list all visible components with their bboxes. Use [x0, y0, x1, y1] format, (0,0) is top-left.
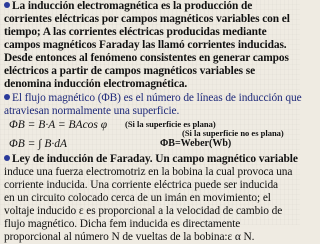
flux-equation-plane	[9, 119, 107, 132]
flux-equation-integral	[9, 138, 67, 151]
paragraph-1-line-1	[4, 0, 252, 13]
text-line-16: proporcional al número N de vueltas de la bobina:ε α N.	[4, 231, 255, 243]
text-line-2: corrientes eléctricas por campos magnéticos variables con el	[4, 13, 290, 25]
bullet-icon	[4, 2, 10, 8]
text-line-6: eléctricos a partir de campos magnéticos variables se	[4, 65, 256, 77]
text-line-7: denomina inducción electromagnética.	[4, 78, 188, 90]
text-line-1: La inducción electromagnética es la producción de	[12, 0, 253, 12]
text-line-5: Desde entonces al fenómeno consistentes en generar campos	[4, 52, 289, 64]
equation-plane-note: (Si la superficie es plana)	[125, 119, 216, 129]
text-line-3: tiempo; A las corrientes eléctricas producidas mediante	[4, 26, 267, 38]
equation-integral-note: (Si la superficie no es plana)	[182, 128, 284, 138]
bullet-icon	[4, 94, 10, 100]
text-line-15: flujo magnético. Dicha fem inducida es directamente	[4, 218, 241, 230]
flux-unit: ΦB=Weber(Wb)	[160, 138, 232, 149]
text-line-11: induce una fuerza electromotriz en la bobina la cual provoca una	[4, 166, 293, 178]
text-line-14: voltaje inducido ε es proporcional a la velocidad de cambio de	[4, 205, 283, 217]
bullet-icon	[4, 155, 10, 161]
text-line-13: en un circuito colocado cerca de un imán en movimiento; el	[4, 192, 271, 204]
text-line-12: corriente inducida. Una corriente eléctrica puede ser inducida	[4, 179, 278, 191]
text-line-9: atraviesan normalmente una superficie.	[4, 105, 180, 117]
text-line-4: campos magnéticos Faraday las llamó corrientes inducidas.	[4, 39, 287, 51]
equation-integral: ΦB = ∫ B·dA	[9, 138, 67, 150]
equation-plane: ΦB = B·A = BAcos φ	[9, 119, 108, 131]
paragraph-2-line-1	[4, 92, 302, 105]
text-line-8: El flujo magnético (ΦB) es el número de líneas de inducción que	[12, 92, 302, 104]
text-line-10: Ley de inducción de Faraday. Un campo magnético variable	[12, 153, 298, 165]
paragraph-3-line-1	[4, 153, 298, 166]
